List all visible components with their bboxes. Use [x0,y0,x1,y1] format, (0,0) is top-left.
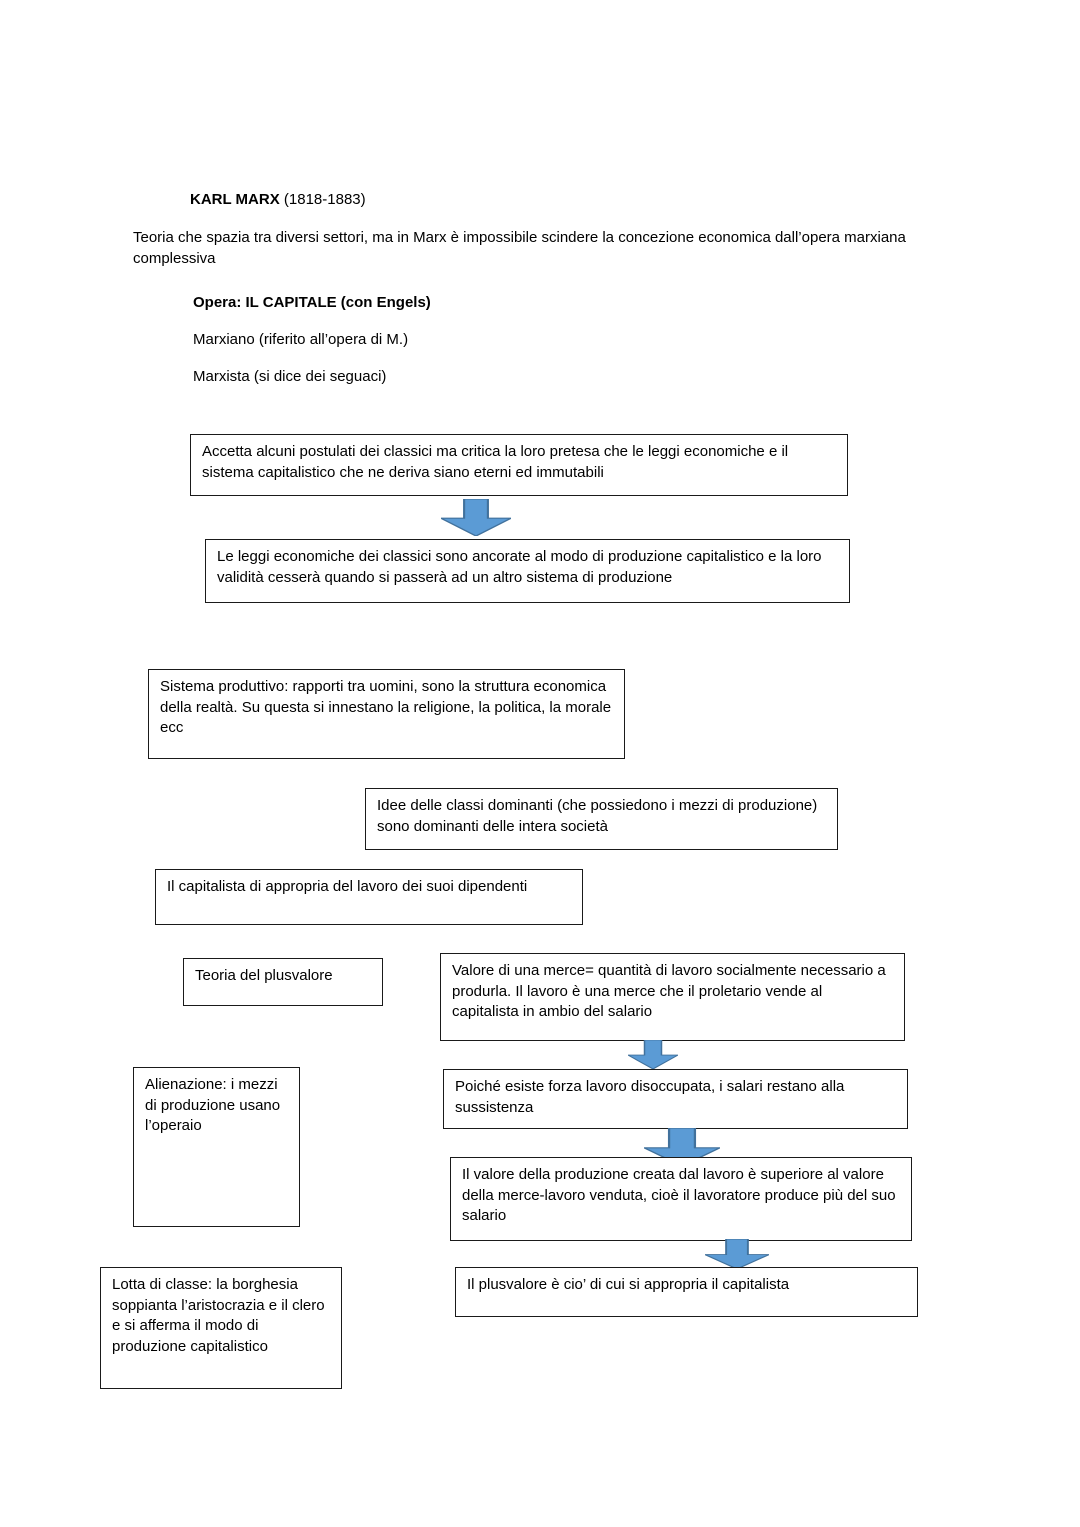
title-dates: (1818-1883) [279,191,366,208]
box-valore-produzione: Il valore della produzione creata dal lavoro è superiore al valore della merce-lavoro venduta, cioè il lavoratore produce più del suo salario [450,1157,912,1241]
down-arrow-icon [441,499,511,536]
box-salari-sussistenza: Poiché esiste forza lavoro disoccupata, i salari restano alla sussistenza [443,1069,908,1129]
box-sistema-produttivo: Sistema produttivo: rapporti tra uomini, sono la struttura economica della realtà. Su questa si innestano la religione, la politica, la morale ecc [148,669,625,759]
box-capitalista-lavoro: Il capitalista di appropria del lavoro dei suoi dipendenti [155,869,583,925]
opera-line: Opera: IL CAPITALE (con Engels) [193,294,431,311]
title-name: KARL MARX [190,191,280,208]
marxista-line: Marxista (si dice dei seguaci) [193,368,387,385]
box-lotta-di-classe: Lotta di classe: la borghesia soppianta l’aristocrazia e il clero e si afferma il modo di produzione capitalistico [100,1267,342,1389]
intro-paragraph: Teoria che spazia tra diversi settori, ma in Marx è impossibile scindere la concezione economica dall’opera marxiana complessiva [133,229,906,267]
box-idee-classi-dominanti: Idee delle classi dominanti (che possiedono i mezzi di produzione) sono dominanti delle intera società [365,788,838,850]
down-arrow-icon [705,1239,769,1269]
box-alienazione: Alienazione: i mezzi di produzione usano l’operaio [133,1067,300,1227]
box-accetta-postulati: Accetta alcuni postulati dei classici ma critica la loro pretesa che le leggi economiche e il sistema capitalistico che ne deriva siano eterni ed immutabili [190,434,848,496]
box-valore-merce: Valore di una merce= quantità di lavoro socialmente necessario a produrla. Il lavoro è una merce che il proletario vende al capitalista in ambio del salario [440,953,905,1041]
page-title [190,190,366,211]
down-arrow-icon [628,1040,678,1069]
marxiano-line: Marxiano (riferito all’opera di M.) [193,331,409,348]
box-leggi-economiche: Le leggi economiche dei classici sono ancorate al modo di produzione capitalistico e la loro validità cesserà quando si passerà ad un altro sistema di produzione [205,539,850,603]
box-teoria-plusvalore: Teoria del plusvalore [183,958,383,1006]
box-plusvalore-capitalista: Il plusvalore è cio’ di cui si appropria il capitalista [455,1267,918,1317]
